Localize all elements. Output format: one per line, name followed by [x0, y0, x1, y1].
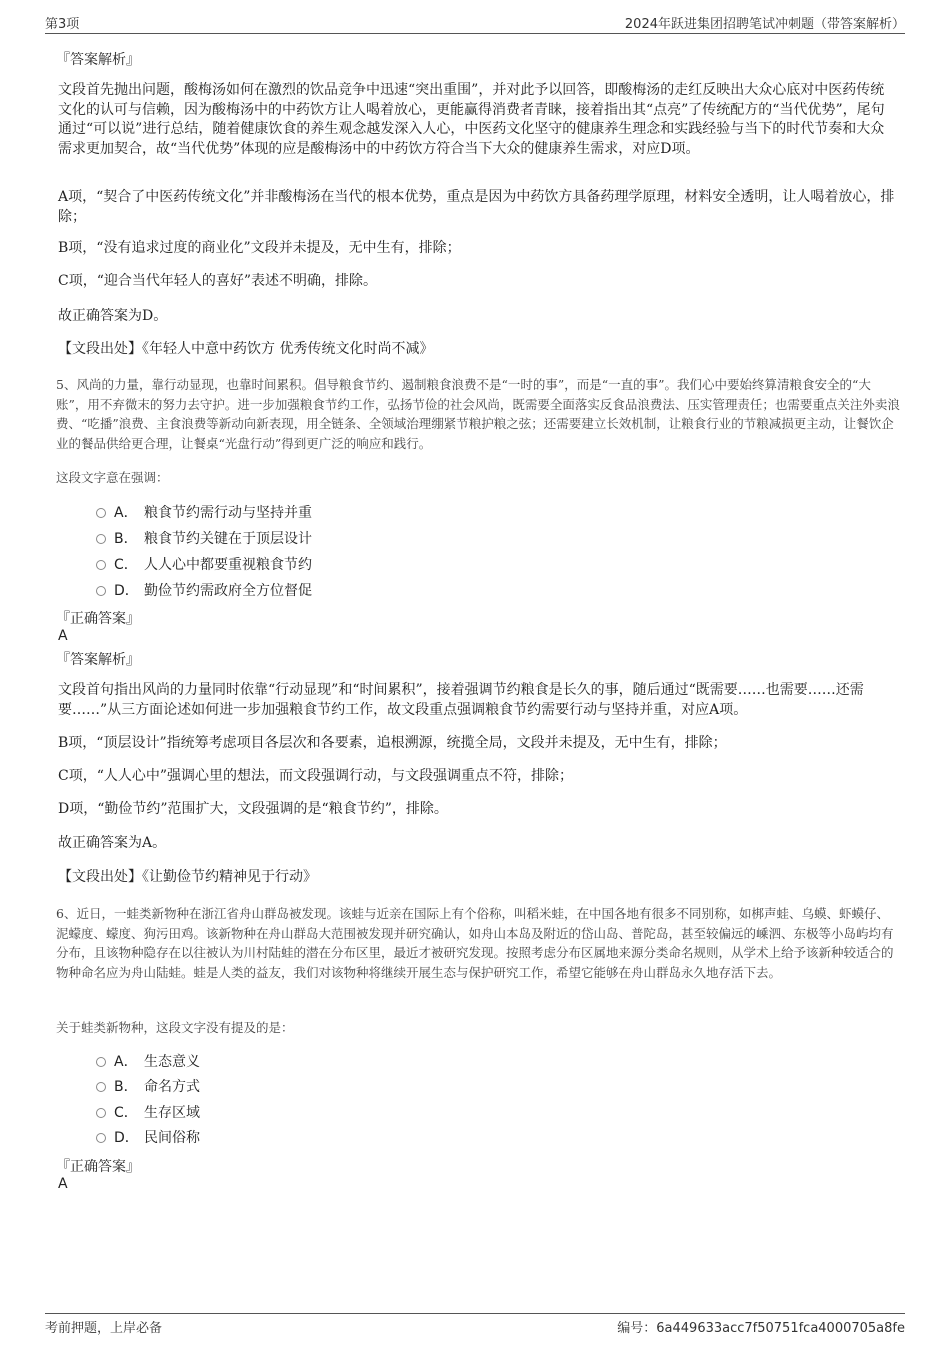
option-letter: D． — [114, 583, 139, 599]
q5-answer-label: 『正确答案』 — [56, 611, 140, 627]
q4-conclusion: 故正确答案为D。 — [58, 308, 168, 324]
option-text: 人人心中都要重视粮食节约 — [144, 557, 312, 573]
page-footer — [45, 1313, 905, 1336]
q4-analysis-paragraph: 文段首先抛出问题，酸梅汤如何在激烈的饮品竞争中迅速“突出重围”，并对此予以回答，即酸梅汤的走红反映出大众心底对中医药传统文化的认可与信赖，因为酸梅汤中的中药饮方让人喝着放心，更能赢得消费者青睐，接着指出其“点亮”了传统配方的“当代优势”，尾句通过“可以说”进行总结，随着健康饮食的养生观念越发深入人心，中医药文化坚守的健康养生理念和实践经验与当下的时代节奏和大众需求更加契合，故“当代优势”体现的应是酸梅汤中的中药饮方符合当下大众的健康养生需求，对应D项。 — [58, 82, 885, 157]
option-letter: A． — [114, 1054, 138, 1070]
q4-option-a-note: A项，“契合了中医药传统文化”并非酸梅汤在当代的根本优势，重点是因为中药饮方具备药理学原理，材料安全透明，让人喝着放心，排除； — [58, 189, 895, 225]
option-text: 勤俭节约需政府全方位督促 — [144, 583, 312, 599]
radio-button[interactable] — [96, 560, 106, 570]
radio-button[interactable] — [96, 508, 106, 518]
q4-source: 【文段出处】《年轻人中意中药饮方 优秀传统文化时尚不减》 — [58, 341, 434, 357]
radio-button[interactable] — [96, 586, 106, 596]
q5-question: 5、风尚的力量，靠行动显现，也靠时间累积。倡导粮食节约、遏制粮食浪费不是“一时的事”，而是“一直的事”。我们心中要始终算清粮食安全的“大账”，用不弃微末的努力去守护。进一步加强粮食节约工作，弘扬节俭的社会风尚，既需要全面落实反食品浪费法、压实管理责任；也需要重点关注外卖浪费、“吃播”浪费、主食浪费等新动向新表现，用全链条、全领域治理绷紧节粮护粮之弦；还需要建立长效机制，让粮食行业的节粮减损更主动，让餐饮企业的餐品供给更合理，让餐桌“光盘行动”得到更广泛的响应和践行。 — [56, 377, 900, 451]
q6-question: 6、近日，一蛙类新物种在浙江省舟山群岛被发现。该蛙与近亲在国际上有个俗称，叫稻米蛙，在中国各地有很多不同别称，如梆声蛙、乌蟆、虾蟆仔、泥蠓度、蠓度、狗污田鸡。该新物种在舟山群岛大范围被发现并研究确认，如舟山本岛及附近的岱山岛、普陀岛，甚至较偏远的嵊泗、东极等小岛屿均有分布，且该物种隐存在以往被认为川村陆蛙的潜在分布区里，最近才被研究发现。按照考虑分布区属地来源分类命名规则，从学术上给予该新种较适合的物种命名应为舟山陆蛙。蛙是人类的益友，我们对该物种将继续开展生态与保护研究工作，希望它能够在舟山群岛永久地存活下去。 — [56, 906, 894, 980]
q6-answer: A — [58, 1176, 68, 1192]
option-letter: A． — [114, 505, 138, 521]
q5-conclusion: 故正确答案为A。 — [58, 835, 167, 851]
option-letter: C． — [114, 557, 138, 573]
q5-option-b-note: B项，“顶层设计”指统筹考虑项目各层次和各要素，追根溯源，统揽全局，文段并未提及，无中生有，排除； — [58, 735, 727, 751]
q5-analysis-label: 『答案解析』 — [56, 652, 140, 668]
q5-analysis-paragraph: 文段首句指出风尚的力量同时依靠“行动显现”和“时间累积”，接着强调节约粮食是长久的事，随后通过“既需要……也需要……还需要……”从三方面论述如何进一步加强粮食节约工作，故文段重点强调粮食节约需要行动与坚持并重，对应A项。 — [58, 682, 864, 718]
q5-answer: A — [58, 628, 68, 644]
q5-option-b[interactable] — [96, 529, 312, 549]
page-number: 第3项 — [45, 17, 80, 32]
option-text: 粮食节约关键在于顶层设计 — [144, 531, 312, 547]
q6-option-a[interactable] — [96, 1052, 200, 1072]
q5-option-a[interactable] — [96, 503, 312, 523]
document-code: 编号：6a449633acc7f50751fca4000705a8fe — [617, 1321, 905, 1336]
option-letter: B． — [114, 531, 138, 547]
q6-option-d[interactable] — [96, 1128, 200, 1148]
radio-button[interactable] — [96, 1133, 106, 1143]
radio-button[interactable] — [96, 534, 106, 544]
q6-answer-label: 『正确答案』 — [56, 1159, 140, 1175]
q5-source: 【文段出处】《让勤俭节约精神见于行动》 — [58, 869, 317, 885]
option-text: 民间俗称 — [144, 1130, 200, 1146]
radio-button[interactable] — [96, 1057, 106, 1067]
q4-option-b-note: B项，“没有追求过度的商业化”文段并未提及，无中生有，排除； — [58, 240, 461, 256]
q5-option-d-note: D项，“勤俭节约”范围扩大，文段强调的是“粮食节约”，排除。 — [58, 801, 448, 817]
option-text: 命名方式 — [144, 1079, 200, 1095]
option-letter: B． — [114, 1079, 138, 1095]
footer-slogan: 考前押题，上岸必备 — [45, 1321, 163, 1336]
document-title: 2024年跃进集团招聘笔试冲刺题（带答案解析） — [624, 17, 905, 32]
q5-option-c[interactable] — [96, 555, 312, 575]
q5-prompt: 这段文字意在强调： — [56, 470, 169, 485]
q4-analysis-label: 『答案解析』 — [56, 52, 140, 68]
q4-option-c-note: C项，“迎合当代年轻人的喜好”表述不明确，排除。 — [58, 273, 378, 289]
q5-option-c-note: C项，“人人心中”强调心里的想法，而文段强调行动，与文段强调重点不符，排除； — [58, 768, 574, 784]
q6-option-c[interactable] — [96, 1103, 200, 1123]
radio-button[interactable] — [96, 1082, 106, 1092]
option-letter: D． — [114, 1130, 139, 1146]
option-text: 生态意义 — [144, 1054, 200, 1070]
radio-button[interactable] — [96, 1108, 106, 1118]
option-letter: C． — [114, 1105, 138, 1121]
option-text: 生存区域 — [144, 1105, 200, 1121]
q6-option-b[interactable] — [96, 1077, 200, 1097]
q5-option-d[interactable] — [96, 581, 312, 601]
page-header — [45, 13, 905, 34]
q6-prompt: 关于蛙类新物种，这段文字没有提及的是： — [56, 1020, 294, 1035]
option-text: 粮食节约需行动与坚持并重 — [144, 505, 312, 521]
